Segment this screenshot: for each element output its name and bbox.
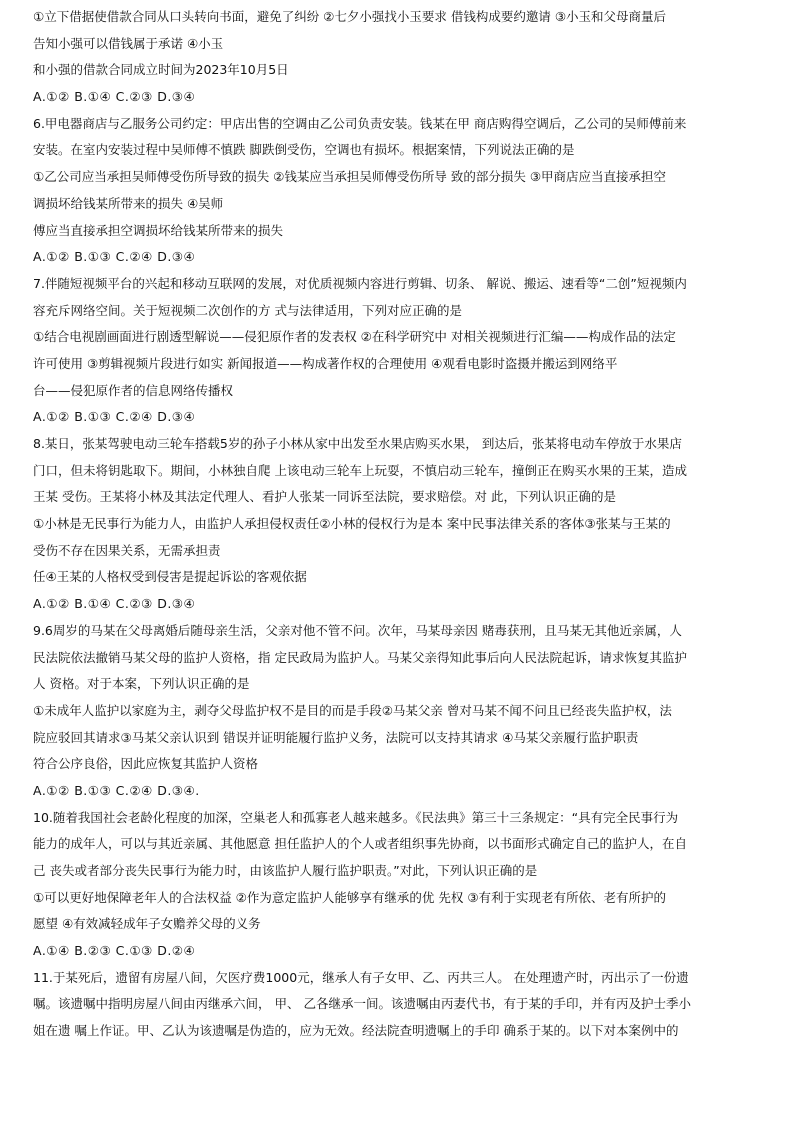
text-line: 台——侵犯原作者的信息网络传播权 — [33, 382, 234, 398]
text-line: 告知小强可以借钱属于承诺 ④小玉 — [33, 35, 224, 51]
text-line: 王某 受伤。王某将小林及其法定代理人、看护人张某一同诉至法院，要求赔偿。对 此，下列认识正确的是 — [33, 489, 616, 505]
text-line: 人 资格。对于本案，下列认识正确的是 — [33, 676, 250, 692]
text-line: ①立下借据使借款合同从口头转向书面，避免了纠纷 ②七夕小强找小玉要求 借钱构成要约邀请 ③小玉和父母商量后 — [33, 9, 667, 24]
text-line: 许可使用 ③剪辑视频片段进行如实 新闻报道——构成著作权的合理使用 ④观看电影时盗摄并搬运到网络平 — [33, 355, 618, 371]
text-line: 嘱。该遗嘱中指明房屋八间由丙继承六间， 甲、 乙各继承一间。该遗嘱由丙妻代书，有于某的手印，并有丙及护士季小 — [33, 996, 691, 1012]
text-line: 容充斥网络空间。关于短视频二次创作的方 式与法律适用，下列对应正确的是 — [33, 302, 462, 318]
text-line: 己 丧失或者部分丧失民事行为能力时，由该监护人履行监护职责。”对此，下列认识正确的是 — [33, 863, 538, 878]
text-line: 能力的成年人，可以与其近亲属、其他愿意 担任监护人的个人或者组织事先协商，以书面形式确定自己的监护人，在自 — [33, 836, 687, 852]
answer-options-q10: A.①④ B.②③ C.①③ D.②④ — [33, 943, 196, 959]
text-line: 任④王某的人格权受到侵害是提起诉讼的客观依据 — [33, 569, 307, 585]
question-10-stem: 10.随着我国社会老龄化程度的加深，空巢老人和孤寡老人越来越多。《民法典》第三十三条规定：“具有完全民事行为 — [33, 809, 679, 825]
answer-options-q5: A.①② B.①④ C.②③ D.③④ — [33, 89, 196, 105]
text-line: 安装。在室内安装过程中吴师傅不慎跌 脚跌倒受伤，空调也有损坏。根据案情，下列说法正确的是 — [33, 142, 575, 158]
text-line: 受伤不存在因果关系，无需承担责 — [33, 542, 221, 558]
text-line: 门口，但未将钥匙取下。期间，小林独自爬 上该电动三轮车上玩耍，不慎启动三轮车，撞倒正在购买水果的王某，造成 — [33, 462, 687, 478]
text-line: ①结合电视剧画面进行剧透型解说——侵犯原作者的发表权 ②在科学研究中 对相关视频进行汇编——构成作品的法定 — [33, 329, 676, 345]
text-line: 和小强的借款合同成立时间为2023年10月5日 — [33, 62, 289, 78]
text-line: 民法院依法撤销马某父母的监护人资格，指 定民政局为监护人。马某父亲得知此事后向人民法院起诉，请求恢复其监护 — [33, 649, 687, 665]
text-line: 符合公序良俗，因此应恢复其监护人资格 — [33, 756, 259, 772]
answer-options-q9: A.①② B.①③ C.②④ D.③④. — [33, 782, 200, 798]
answer-options-q6: A.①② B.①③ C.②④ D.③④ — [33, 249, 196, 265]
text-line: ①小林是无民事行为能力人，由监护人承担侵权责任②小林的侵权行为是本 案中民事法律关系的客体③张某与王某的 — [33, 516, 671, 532]
text-line: ①可以更好地保障老年人的合法权益 ②作为意定监护人能够享有继承的优 先权 ③有利于实现老有所依、老有所护的 — [33, 889, 667, 905]
text-line: ①乙公司应当承担吴师傅受伤所导致的损失 ②钱某应当承担吴师傅受伤所导 致的部分损失 ③甲商店应当直接承担空 — [33, 169, 667, 185]
text-line: ①未成年人监护以家庭为主，剥夺父母监护权不是目的而是手段②马某父亲 曾对马某不闻不问且已经丧失监护权，法 — [33, 702, 672, 718]
text-line: 调损坏给钱某所带来的损失 ④吴师 — [33, 195, 224, 211]
text-line: 傅应当直接承担空调损坏给钱某所带来的损失 — [33, 222, 284, 238]
question-11-stem: 11.于某死后，遗留有房屋八间，欠医疗费1000元，继承人有子女甲、乙、丙共三人。 在处理遗产时，丙出示了一份遗 — [33, 969, 689, 985]
document-page — [33, 8, 768, 1049]
text-line: 愿望 ④有效减轻成年子女赡养父母的义务 — [33, 916, 261, 932]
question-8-stem: 8.某日，张某驾驶电动三轮车搭载5岁的孙子小林从家中出发至水果店购买水果， 到达后，张某将电动车停放于水果店 — [33, 436, 682, 451]
answer-options-q7: A.①② B.①③ C.②④ D.③④ — [33, 409, 196, 425]
question-7-stem: 7.伴随短视频平台的兴起和移动互联网的发展，对优质视频内容进行剪辑、切条、 解说、搬运、速看等“二创”短视频内 — [33, 275, 687, 291]
text-line: 院应驳回其请求③马某父亲认识到 错误并证明能履行监护义务，法院可以支持其请求 ④马某父亲履行监护职责 — [33, 729, 639, 745]
question-9-stem: 9.6周岁的马某在父母离婚后随母亲生活，父亲对他不管不问。次年，马某母亲因 赌毒获刑，且马某无其他近亲属，人 — [33, 622, 682, 638]
text-line: 姐在遗 嘱上作证。甲、乙认为该遗嘱是伪造的，应为无效。经法院查明遗嘱上的手印 确系于某的。以下对本案例中的 — [33, 1023, 679, 1039]
question-6-stem: 6.甲电器商店与乙服务公司约定：甲店出售的空调由乙公司负责安装。钱某在甲 商店购得空调后，乙公司的吴师傅前来 — [33, 115, 687, 131]
answer-options-q8: A.①② B.①④ C.②③ D.③④ — [33, 596, 196, 612]
